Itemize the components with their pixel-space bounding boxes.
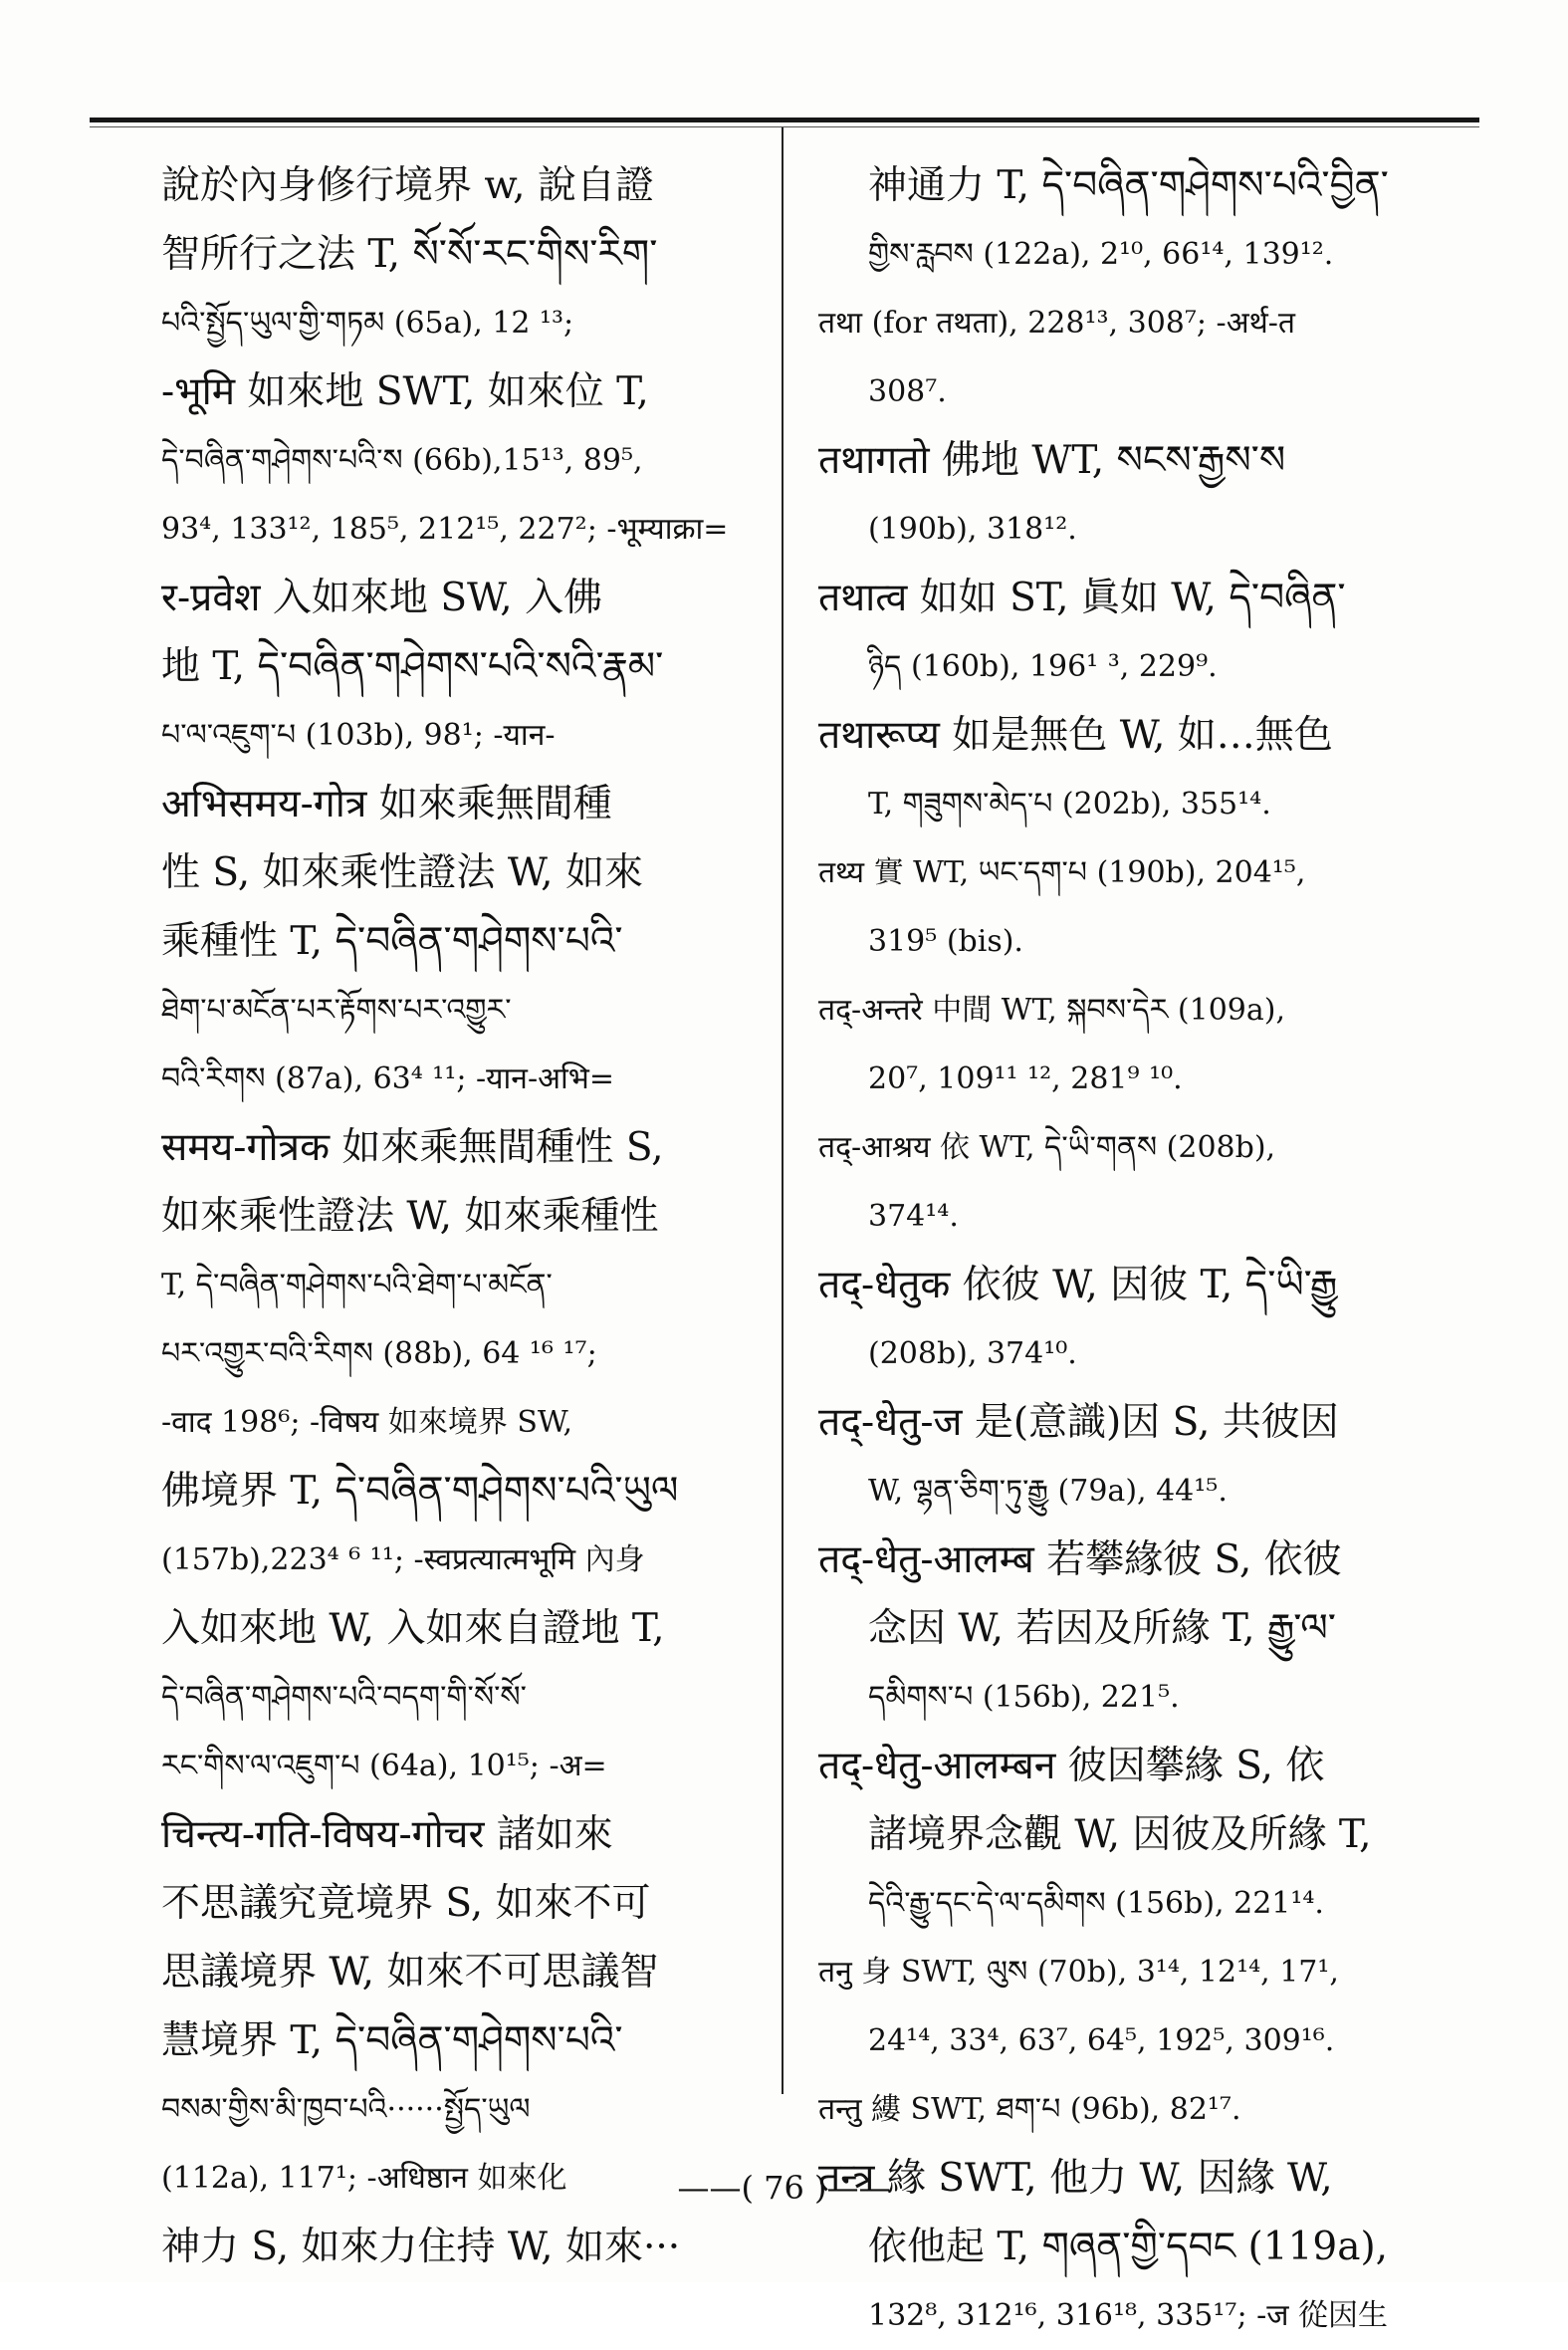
right-column-line: तद्-धेतु-आलम्ब 若攀緣彼 S, 依彼 bbox=[818, 1537, 1342, 1582]
left-column-line: 如來乘性證法 W, 如來乘種性 bbox=[161, 1194, 659, 1239]
left-column-line: པར་འགྱུར་བའི་རིགས (88b), 64 ¹⁶ ¹⁷; bbox=[161, 1336, 597, 1371]
left-column-line: པའི་སྤྱོད་ཡུལ་གྱི་གཏམ (65a), 12 ¹³; bbox=[161, 306, 574, 341]
left-column-line: དེ་བཞིན་གཤེགས་པའི་བདག་གི་སོ་སོ་ bbox=[161, 1680, 527, 1715]
left-column-line: 地 T, དེ་བཞིན་གཤེགས་པའི་སའི་རྣམ་ bbox=[161, 644, 664, 689]
left-column-line: 93⁴, 133¹², 185⁵, 212¹⁵, 227²; -भूम्याक्रा= bbox=[161, 512, 729, 547]
right-column-line: तथागतो 佛地 WT, སངས་རྒྱས་ས bbox=[818, 438, 1286, 483]
left-column-line: བསམ་གྱིས་མི་ཁྱབ་པའི······སྤྱོད་ཡུལ bbox=[161, 2092, 531, 2127]
right-column-line: (208b), 374¹⁰. bbox=[868, 1336, 1077, 1371]
left-column-line: अभिसमय-गोत्र 如來乘無間種 bbox=[161, 782, 612, 826]
right-column-line: 念因 W, 若因及所緣 T, རྒྱུ་ལ་ bbox=[868, 1606, 1336, 1651]
right-column-line: 依他起 T, གཞན་གྱི་དབང (119a), bbox=[868, 2225, 1389, 2269]
right-column-line: तद्-अन्तरे 中間 WT, སྐབས་དེར (109a), bbox=[818, 993, 1285, 1028]
right-column bbox=[818, 151, 1436, 2350]
right-column-line: तन्त्र 緣 SWT, 他力 W, 因緣 W, bbox=[818, 2156, 1333, 2201]
right-column-line: 308⁷. bbox=[868, 374, 947, 409]
right-column-line: तनु 身 SWT, ལུས (70b), 3¹⁴, 12¹⁴, 17¹, bbox=[818, 1955, 1339, 1990]
right-column-line: 24¹⁴, 33⁴, 63⁷, 64⁵, 192⁵, 309¹⁶. bbox=[868, 2023, 1335, 2058]
left-column-line: བའི་རིགས (87a), 63⁴ ¹¹; -यान-अभि= bbox=[161, 1061, 615, 1096]
right-column-line: W, ལྷན་ཅིག་ཏུ་རྒྱུ (79a), 44¹⁵. bbox=[868, 1474, 1228, 1509]
right-column-line: 神通力 T, དེ་བཞིན་གཤེགས་པའི་བྱིན་ bbox=[868, 163, 1389, 208]
left-column-line: 智所行之法 T, སོ་སོ་རང་གིས་རིག་ bbox=[161, 232, 658, 277]
right-column-line: 374¹⁴. bbox=[868, 1199, 959, 1234]
left-column-line: (112a), 117¹; -अधिष्ठान 如來化 bbox=[161, 2161, 567, 2196]
left-column-line: 說於內身修行境界 w, 說自證 bbox=[161, 163, 654, 208]
right-column-line: (190b), 318¹². bbox=[868, 512, 1077, 547]
left-column-line: 乘種性 T, དེ་བཞིན་གཤེགས་པའི་ bbox=[161, 919, 623, 964]
right-column-line: तद्-धेतु-ज 是(意識)因 S, 共彼因 bbox=[818, 1400, 1339, 1445]
left-column-line: र-प्रवेश 入如來地 SW, 入佛 bbox=[161, 576, 603, 620]
right-column-line: དེའི་རྒྱུ་དང་དེ་ལ་དམིགས (156b), 221¹⁴. bbox=[868, 1886, 1324, 1921]
left-column-line: चिन्त्य-गति-विषय-गोचर 諸如來 bbox=[161, 1812, 613, 1857]
left-column-line: 不思議究竟境界 S, 如來不可 bbox=[161, 1881, 651, 1926]
right-column-line: གྱིས་རླབས (122a), 2¹⁰, 66¹⁴, 139¹². bbox=[868, 237, 1334, 272]
page-number: ——( 76 )—— bbox=[677, 2169, 891, 2207]
column-divider bbox=[782, 127, 784, 2094]
right-column-line: तद्-धेतु-आलम्बन 彼因攀緣 S, 依 bbox=[818, 1744, 1325, 1788]
left-column-line: 慧境界 T, དེ་བཞིན་གཤེགས་པའི་ bbox=[161, 2018, 623, 2063]
right-column-line: तद्-धेतुक 依彼 W, 因彼 T, དེ་ཡི་རྒྱུ bbox=[818, 1263, 1338, 1307]
right-column-line: 20⁷, 109¹¹ ¹², 281⁹ ¹⁰. bbox=[868, 1061, 1183, 1096]
top-rule bbox=[90, 118, 1479, 122]
left-column-line: རང་གིས་ལ་འཇུག་པ (64a), 10¹⁵; -अ= bbox=[161, 1749, 607, 1783]
left-column bbox=[161, 151, 747, 2281]
right-column-line: तद्-आश्रय 依 WT, དེ་ཡི་གནས (208b), bbox=[818, 1130, 1276, 1165]
right-column-line: T, གཟུགས་མེད་པ (202b), 355¹⁴. bbox=[868, 787, 1271, 822]
left-column-line: 佛境界 T, དེ་བཞིན་གཤེགས་པའི་ཡུལ bbox=[161, 1469, 679, 1514]
right-column-line: तथ्य 實 WT, ཡང་དག་པ (190b), 204¹⁵, bbox=[818, 855, 1306, 890]
left-column-line: དེ་བཞིན་གཤེགས་པའི་ས (66b),15¹³, 89⁵, bbox=[161, 443, 643, 478]
left-column-line: 入如來地 W, 入如來自證地 T, bbox=[161, 1606, 665, 1651]
right-column-line: 132⁸, 312¹⁶, 316¹⁸, 335¹⁷; -ज 從因生 bbox=[868, 2298, 1389, 2333]
left-column-line: -वाद 198⁶; -विषय 如來境界 SW, bbox=[161, 1405, 573, 1440]
left-column-line: པ་ལ་འཇུག་པ (103b), 98¹; -यान- bbox=[161, 718, 556, 753]
left-column-line: ཐེག་པ་མངོན་པར་རྟོགས་པར་འགྱུར་ bbox=[161, 993, 512, 1028]
right-column-line: तथात्व 如如 ST, 眞如 W, དེ་བཞིན་ bbox=[818, 576, 1346, 620]
left-column-line: T, དེ་བཞིན་གཤེགས་པའི་ཐེག་པ་མངོན་ bbox=[161, 1268, 553, 1302]
left-column-line: 思議境界 W, 如來不可思議智 bbox=[161, 1950, 659, 1995]
top-rule-thin bbox=[90, 126, 1479, 127]
left-column-line: समय-गोत्रक 如來乘無間種性 S, bbox=[161, 1125, 664, 1170]
left-column-line: 性 S, 如來乘性證法 W, 如來 bbox=[161, 850, 643, 895]
right-column-line: 諸境界念觀 W, 因彼及所緣 T, bbox=[868, 1812, 1372, 1857]
left-column-line: 神力 S, 如來力住持 W, 如來··· bbox=[161, 2225, 681, 2269]
right-column-line: ཉིད (160b), 196¹ ³, 229⁹. bbox=[868, 649, 1218, 684]
right-column-line: 319⁵ (bis). bbox=[868, 924, 1023, 959]
left-column-line: (157b),223⁴ ⁶ ¹¹; -स्वप्रत्यात्मभूमि 內身 bbox=[161, 1542, 645, 1577]
right-column-line: तथारूप्य 如是無色 W, 如…無色 bbox=[818, 713, 1333, 758]
left-column-line: -भूमि 如來地 SWT, 如來位 T, bbox=[161, 369, 649, 414]
right-column-line: तथा (for तथता), 228¹³, 308⁷; -अर्थ-त bbox=[818, 306, 1296, 341]
right-column-line: དམིགས་པ (156b), 221⁵. bbox=[868, 1680, 1180, 1715]
right-column-line: तन्तु 縷 SWT, ཐག་པ (96b), 82¹⁷. bbox=[818, 2092, 1241, 2127]
